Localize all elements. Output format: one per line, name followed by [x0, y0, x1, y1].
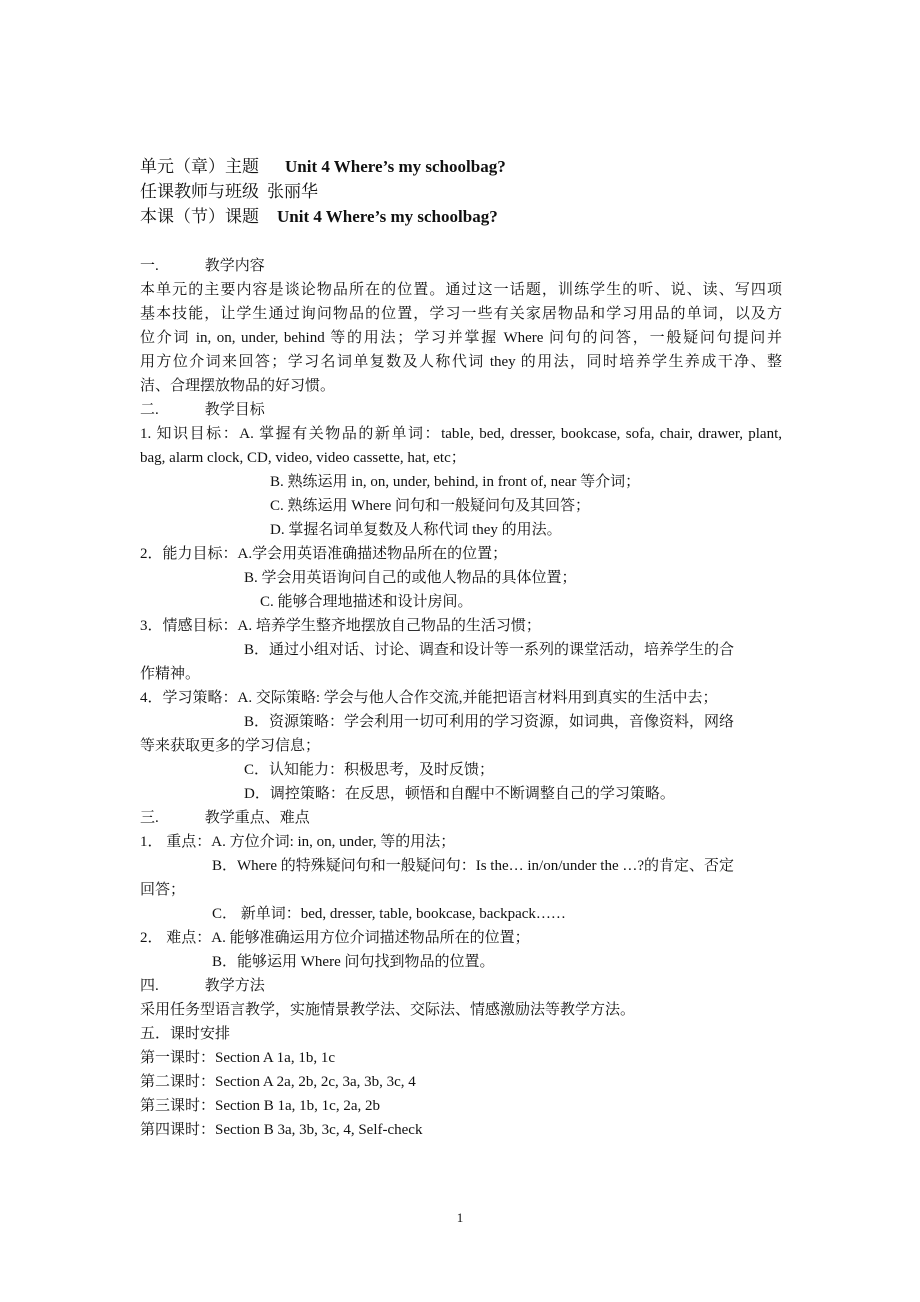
teacher-label: 任课教师与班级 [140, 182, 259, 201]
section-1-line-5: 洁、合理摆放物品的好习惯。 [140, 378, 336, 394]
class-hour-4: 第四课时：Section B 3a, 3b, 3c, 4, Self-check [140, 1122, 423, 1138]
teaching-method-text: 采用任务型语言教学，实施情景教学法、交际法、情感激励法等教学方法。 [140, 1002, 636, 1018]
strategy-goal-d: D．调控策略：在反思，顿悟和自醒中不断调整自己的学习策略。 [244, 786, 675, 802]
difficulty-b: B．能够运用 Where 问句找到物品的位置。 [212, 954, 495, 970]
strategy-goal-a: 4．学习策略：A. 交际策略: 学会与他人合作交流,并能把语言材料用到真实的生活中去； [140, 690, 718, 706]
lesson-header [140, 204, 498, 230]
key-point-c: C． 新单词：bed, dresser, table, bookcase, backpack…… [212, 906, 566, 922]
teacher-name: 张丽华 [267, 182, 318, 201]
knowledge-goal-line-1: 1. 知识目标：A. 掌握有关物品的新单词：table, bed, dresser, bookcase, sofa, chair, drawer, plant, [140, 426, 782, 442]
section-2-heading: 二. 教学目标 [140, 402, 265, 418]
knowledge-goal-line-2: bag, alarm clock, CD, video, video cassette, hat, etc； [140, 450, 466, 466]
section-1-line-4: 用方位介词来回答；学习名词单复数及人称代词 they 的用法，同时培养学生养成干净、整 [140, 354, 782, 370]
strategy-goal-b: B．资源策略：学会利用一切可利用的学习资源，如词典，音像资料，网络 [244, 714, 735, 730]
lesson-label: 本课（节）课题 [140, 207, 259, 226]
key-point-b: B．Where 的特殊疑问句和一般疑问句：Is the… in/on/under the …?的肯定、否定 [212, 858, 735, 874]
section-4-heading: 四. 教学方法 [140, 978, 265, 994]
class-hour-3: 第三课时：Section B 1a, 1b, 1c, 2a, 2b [140, 1098, 380, 1114]
strategy-goal-c: C．认知能力：积极思考，及时反馈； [244, 762, 495, 778]
ability-goal-c: C. 能够合理地描述和设计房间。 [260, 594, 473, 610]
unit-header [140, 154, 506, 180]
section-1-line-3: 位介词 in, on, under, behind 等的用法；学习并掌握 Where 问句的问答，一般疑问句提问并 [140, 330, 782, 346]
difficulty-a: 2． 难点：A. 能够准确运用方位介词描述物品所在的位置； [140, 930, 530, 946]
emotion-goal-a: 3．情感目标：A. 培养学生整齐地摆放自己物品的生活习惯； [140, 618, 541, 634]
section-5-heading: 五．课时安排 [140, 1026, 231, 1042]
section-1-line-2: 基本技能，让学生通过询问物品的位置，学习一些有关家居物品和学习用品的单词，以及方 [140, 306, 782, 322]
ability-goal-a: 2．能力目标：A.学会用英语准确描述物品所在的位置； [140, 546, 508, 562]
class-hour-2: 第二课时：Section A 2a, 2b, 2c, 3a, 3b, 3c, 4 [140, 1074, 416, 1090]
strategy-goal-b-cont: 等来获取更多的学习信息； [140, 738, 321, 754]
section-1-heading: 一. 教学内容 [140, 258, 265, 274]
teacher-header [140, 179, 318, 205]
knowledge-goal-b: B. 熟练运用 in, on, under, behind, in front of, near 等介词； [270, 474, 641, 490]
class-hour-1: 第一课时：Section A 1a, 1b, 1c [140, 1050, 335, 1066]
emotion-goal-b-cont: 作精神。 [140, 666, 201, 682]
unit-label: 单元（章）主题 [140, 157, 259, 176]
emotion-goal-b: B．通过小组对话、讨论、调查和设计等一系列的课堂活动，培养学生的合 [244, 642, 735, 658]
page-number: 1 [456, 1210, 464, 1225]
ability-goal-b: B. 学会用英语询问自己的或他人物品的具体位置； [244, 570, 577, 586]
knowledge-goal-c: C. 熟练运用 Where 问句和一般疑问句及其回答； [270, 498, 590, 514]
section-1-line-1: 本单元的主要内容是谈论物品所在的位置。通过这一话题，训练学生的听、说、读、写四项 [140, 282, 782, 298]
key-point-b-cont: 回答； [140, 882, 186, 898]
key-point-a: 1． 重点：A. 方位介词: in, on, under, 等的用法； [140, 834, 456, 850]
unit-title: Unit 4 Where’s my schoolbag? [285, 157, 506, 176]
knowledge-goal-d: D. 掌握名词单复数及人称代词 they 的用法。 [270, 522, 562, 538]
section-3-heading: 三. 教学重点、难点 [140, 810, 310, 826]
lesson-title: Unit 4 Where’s my schoolbag? [277, 207, 498, 226]
